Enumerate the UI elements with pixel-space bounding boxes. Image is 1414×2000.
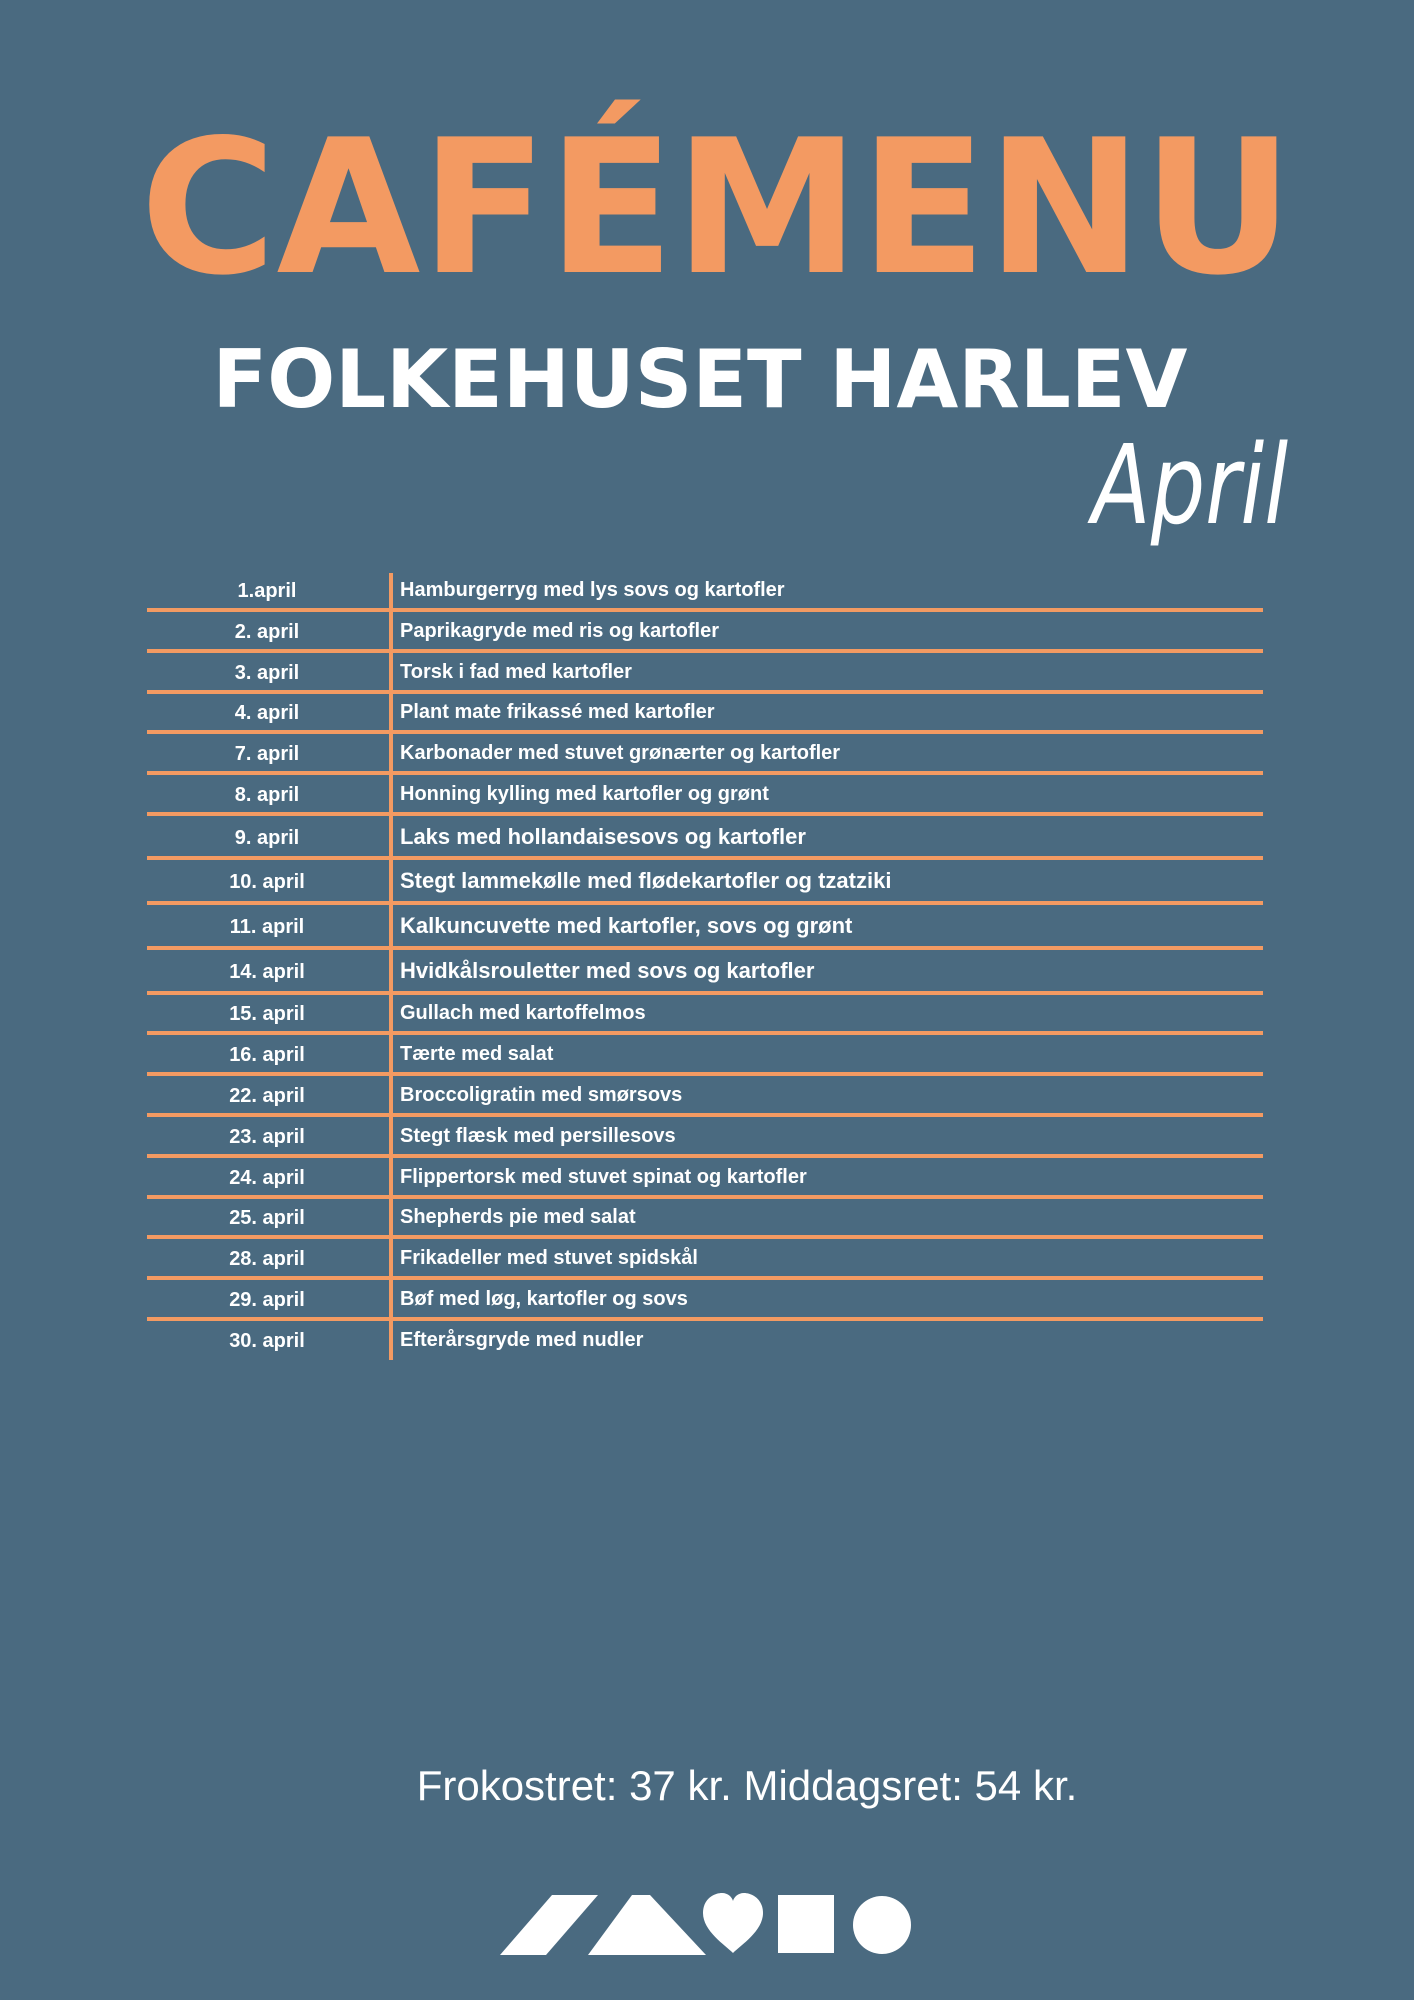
menu-date: 16. april [229, 1044, 305, 1066]
separator-line [147, 690, 1263, 694]
parallelogram-icon [500, 1895, 598, 1955]
menu-dish: Honning kylling med kartofler og grønt [400, 783, 769, 805]
separator-line [147, 1154, 1263, 1158]
menu-dish: Hvidkålsrouletter med sovs og kartofler [400, 958, 815, 983]
separator-line [147, 856, 1263, 860]
menu-dish: Efterårsgryde med nudler [400, 1329, 644, 1351]
menu-dish: Torsk i fad med kartofler [400, 661, 632, 683]
menu-row [147, 1160, 1263, 1195]
price-info: Frokostret: 37 kr. Middagsret: 54 kr. [416, 1762, 1078, 1809]
separator-line [147, 1072, 1263, 1076]
page-title: CAFÉMENU [140, 99, 1294, 316]
menu-row [147, 1119, 1263, 1154]
menu-date: 14. april [229, 961, 305, 983]
menu-dish: Bøf med løg, kartofler og sovs [400, 1288, 688, 1310]
menu-row [147, 1241, 1263, 1276]
menu-row [147, 777, 1263, 812]
menu-row [147, 614, 1263, 649]
menu-dish: Stegt lammekølle med flødekartofler og tzatziki [400, 868, 892, 893]
menu-row [147, 655, 1263, 690]
menu-row [147, 1323, 1263, 1358]
menu-dish: Stegt flæsk med persillesovs [400, 1125, 676, 1147]
menu-date: 7. april [234, 743, 300, 765]
menu-date: 25. april [229, 1207, 305, 1229]
menu-date: 28. april [229, 1248, 305, 1270]
menu-row [147, 1282, 1263, 1317]
menu-date: 22. april [229, 1085, 305, 1107]
menu-row [147, 736, 1263, 771]
menu-date: 23. april [229, 1126, 305, 1148]
menu-date: 15. april [229, 1003, 305, 1025]
menu-dish: Laks med hollandaisesovs og kartofler [400, 824, 806, 849]
menu-date: 9. april [234, 827, 300, 849]
menu-dish: Plant mate frikassé med kartofler [400, 701, 715, 723]
menu-date: 11. april [229, 916, 305, 938]
triangle-icon [588, 1895, 706, 1955]
separator-line [147, 1276, 1263, 1280]
menu-row [147, 573, 1263, 608]
menu-date: 8. april [234, 784, 300, 806]
menu-dish: Shepherds pie med salat [400, 1206, 636, 1228]
menu-date: 1.april [237, 580, 297, 602]
venue-name: FOLKEHUSET HARLEV [212, 333, 1188, 426]
separator-line [147, 1317, 1263, 1321]
menu-date: 4. april [234, 702, 300, 724]
menu-row [147, 996, 1263, 1031]
menu-row [147, 952, 1263, 991]
separator-line [147, 1031, 1263, 1035]
menu-dish: Hamburgerryg med lys sovs og kartofler [400, 579, 785, 601]
month-label: April [1092, 421, 1289, 549]
menu-row [147, 1200, 1263, 1235]
separator-line [147, 812, 1263, 816]
menu-date: 30. april [229, 1330, 305, 1352]
separator-line [147, 1195, 1263, 1199]
menu-dish: Karbonader med stuvet grønærter og kartofler [400, 742, 841, 764]
brand-logo [500, 1893, 920, 1957]
menu-dish: Gullach med kartoffelmos [400, 1002, 646, 1024]
menu-dish: Paprikagryde med ris og kartofler [400, 620, 720, 642]
menu-date: 2. april [234, 621, 300, 643]
menu-row [147, 818, 1263, 857]
menu-dish: Broccoligratin med smørsovs [400, 1084, 683, 1106]
menu-dish: Kalkuncuvette med kartofler, sovs og grønt [400, 913, 853, 938]
menu-dish: Tærte med salat [400, 1043, 554, 1065]
separator-line [147, 649, 1263, 653]
separator-line [147, 946, 1263, 950]
menu-date: 24. april [229, 1167, 305, 1189]
square-icon [778, 1895, 834, 1953]
menu-row [147, 1078, 1263, 1113]
separator-line [147, 901, 1263, 905]
menu-date: 3. april [234, 662, 300, 684]
menu-row [147, 862, 1263, 901]
separator-line [147, 991, 1263, 995]
menu-date: 29. april [229, 1289, 305, 1311]
separator-line [147, 771, 1263, 775]
menu-date: 10. april [229, 871, 305, 893]
menu-row [147, 695, 1263, 730]
separator-line [147, 608, 1263, 612]
menu-row [147, 907, 1263, 946]
separator-line [147, 1235, 1263, 1239]
heart-icon [703, 1893, 763, 1953]
menu-dish: Flippertorsk med stuvet spinat og kartofler [400, 1166, 807, 1188]
separator-line [147, 730, 1263, 734]
menu-dish: Frikadeller med stuvet spidskål [400, 1247, 698, 1269]
menu-row [147, 1037, 1263, 1072]
separator-line [147, 1113, 1263, 1117]
circle-icon [853, 1896, 911, 1954]
